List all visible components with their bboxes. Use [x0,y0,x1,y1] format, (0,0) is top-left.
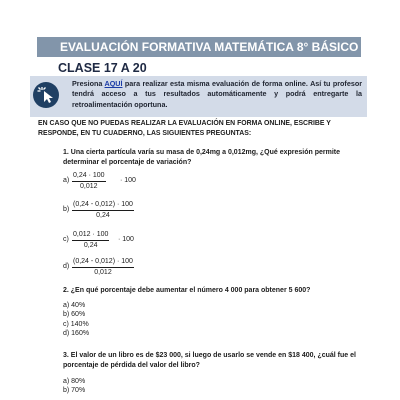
question-1-title: 1. Una cierta partícula varía su masa de 0,24mg a 0,012mg, ¿Qué expresión permite determinar el porcentaje de variación? [63,149,341,166]
q2-option-d: d) 160% [63,329,90,337]
q2-option-a: a) 40% [63,302,86,309]
online-evaluation-text [72,79,362,110]
q3-option-b: b) 70% [63,387,86,395]
online-text-after: para realizar esta misma evaluación de forma online. Así tu profesor tendrá acceso a tus resultados automáticamente y podrá entregarte la retroalimentación oportuna. [72,79,363,109]
fraction [72,231,109,250]
q3-option-a: a) 80% [63,378,86,385]
denominator: 0,24 [83,242,98,249]
evaluation-banner [37,37,361,57]
denominator: 0,012 [94,269,112,276]
q2-options [63,301,89,338]
denominator: 0,24 [96,212,110,219]
online-evaluation-box [30,76,367,117]
numerator: 0,24 · 100 [72,172,106,182]
fraction [72,201,134,220]
numerator: (0,24 - 0,012) · 100 [72,201,134,211]
online-evaluation-link[interactable]: AQUÍ [104,79,123,88]
question-2-title: 2. ¿En qué porcentaje debe aumentar el número 4 000 para obtener 5 600? [63,287,311,294]
clase-heading: CLASE 17 A 20 [58,61,147,75]
option-letter: c) [63,236,69,243]
numerator: (0,24 - 0,012) · 100 [72,258,134,268]
denominator: 0,012 [80,183,98,190]
instructions-text: EN CASO QUE NO PUEDAS REALIZAR LA EVALUACIÓN EN FORMA ONLINE, ESCRIBE Y RESPONDE, EN TU CUADERNO, LAS SIGUIENTES PREGUNTAS: [38,120,331,137]
multiplier: · 100 [118,236,134,243]
online-text-before: Presiona [72,79,105,88]
cursor-click-icon [33,82,59,108]
option-letter: b) [63,206,70,213]
option-letter: d) [63,263,70,270]
question-3-title: 3. El valor de un libro es de $23 000, si luego de usarlo se vende en $18 400, ¿cuál fue el porcentaje de pérdida del valor del libro? [63,352,356,369]
q2-option-c: c) 140% [63,320,89,328]
option-letter: a) [63,177,70,184]
fraction [72,172,106,191]
banner-title: EVALUACIÓN FORMATIVA MATEMÁTICA 8° BÁSICO [60,40,359,54]
fraction [72,258,134,277]
multiplier: · 100 [120,177,136,184]
q3-options [63,377,85,396]
q2-option-b: b) 60% [63,311,86,319]
numerator: 0,012 · 100 [72,231,109,241]
